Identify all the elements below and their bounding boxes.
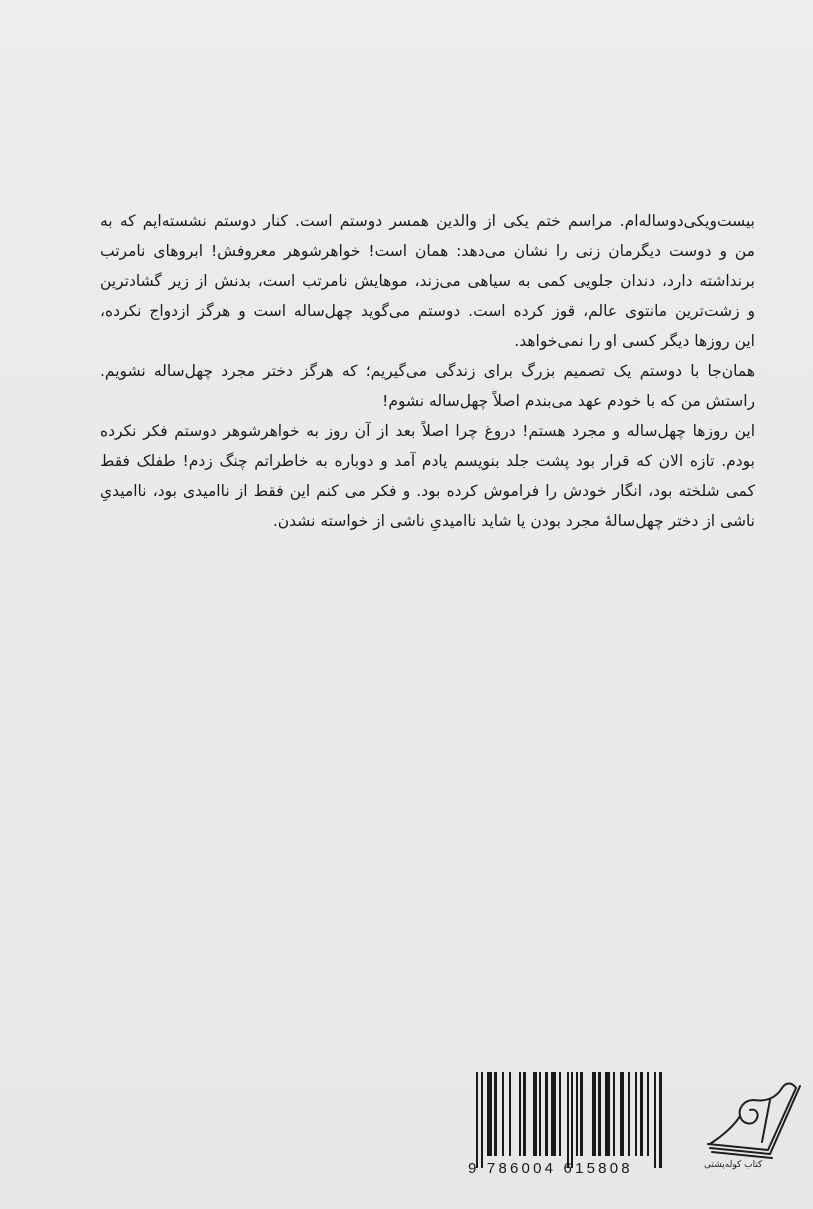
publisher-logo	[700, 1078, 805, 1178]
isbn-number: 9 786004 615808	[468, 1160, 633, 1177]
text-line: من و دوست دیگرمان زنی را نشان می‌دهد: همان است! خواهرشوهر معروفش! ابروهای نامرتب	[100, 242, 755, 260]
book-page-curl-icon	[700, 1078, 805, 1162]
text-line: این روزها چهل‌ساله و مجرد هستم! دروغ چرا اصلاً بعد از آن روز به خواهرشوهر دوستم فکر نکرده	[100, 422, 755, 440]
back-cover-blurb	[100, 206, 755, 536]
text-line: برنداشته دارد، دندان جلویی کمی به سیاهی می‌زند، موهایش نامرتب است، بدنش از زیر گشادترین	[100, 272, 755, 290]
paragraph-3	[100, 416, 755, 536]
text-line: راستش من که با خودم عهد می‌بندم اصلاً چهل‌ساله نشوم!	[382, 392, 755, 410]
barcode-bars-icon	[476, 1072, 666, 1160]
paragraph-2	[100, 356, 755, 416]
text-line: همان‌جا با دوستم یک تصمیم بزرگ برای زندگی می‌گیریم؛ که هرگز دختر مجرد چهل‌ساله نشویم.	[100, 362, 755, 380]
text-line: و زشت‌ترین مانتوی عالم، قوز کرده است. دوستم می‌گوید چهل‌ساله است و هرگز ازدواج نکرده،	[100, 302, 755, 320]
paragraph-1	[100, 206, 755, 356]
text-line: بیست‌ویکی‌دوساله‌ام. مراسم ختم یکی از والدین همسر دوستم است. کنار دوستم نشسته‌ایم که به	[100, 212, 755, 230]
text-line: ناشی از دختر چهل‌سالهٔ مجرد بودن یا شاید ناامیدیِ ناشی از خواسته نشدن.	[272, 512, 755, 530]
text-line: این روزها دیگر کسی او را نمی‌خواهد.	[514, 332, 755, 350]
isbn-barcode	[468, 1072, 673, 1176]
text-line: بودم. تازه الان که قرار بود پشت جلد بنویسم یادم آمد و دوباره به خاطراتم چنگ زدم! طفلک فقط	[100, 452, 755, 470]
publisher-name: کتاب کوله‌پشتی	[704, 1160, 763, 1170]
text-line: کمی شلخته بود، انگار خودش را فراموش کرده بود. و فکر می کنم این فقط از ناامیدی بود، ناامیدیِ	[100, 482, 755, 500]
